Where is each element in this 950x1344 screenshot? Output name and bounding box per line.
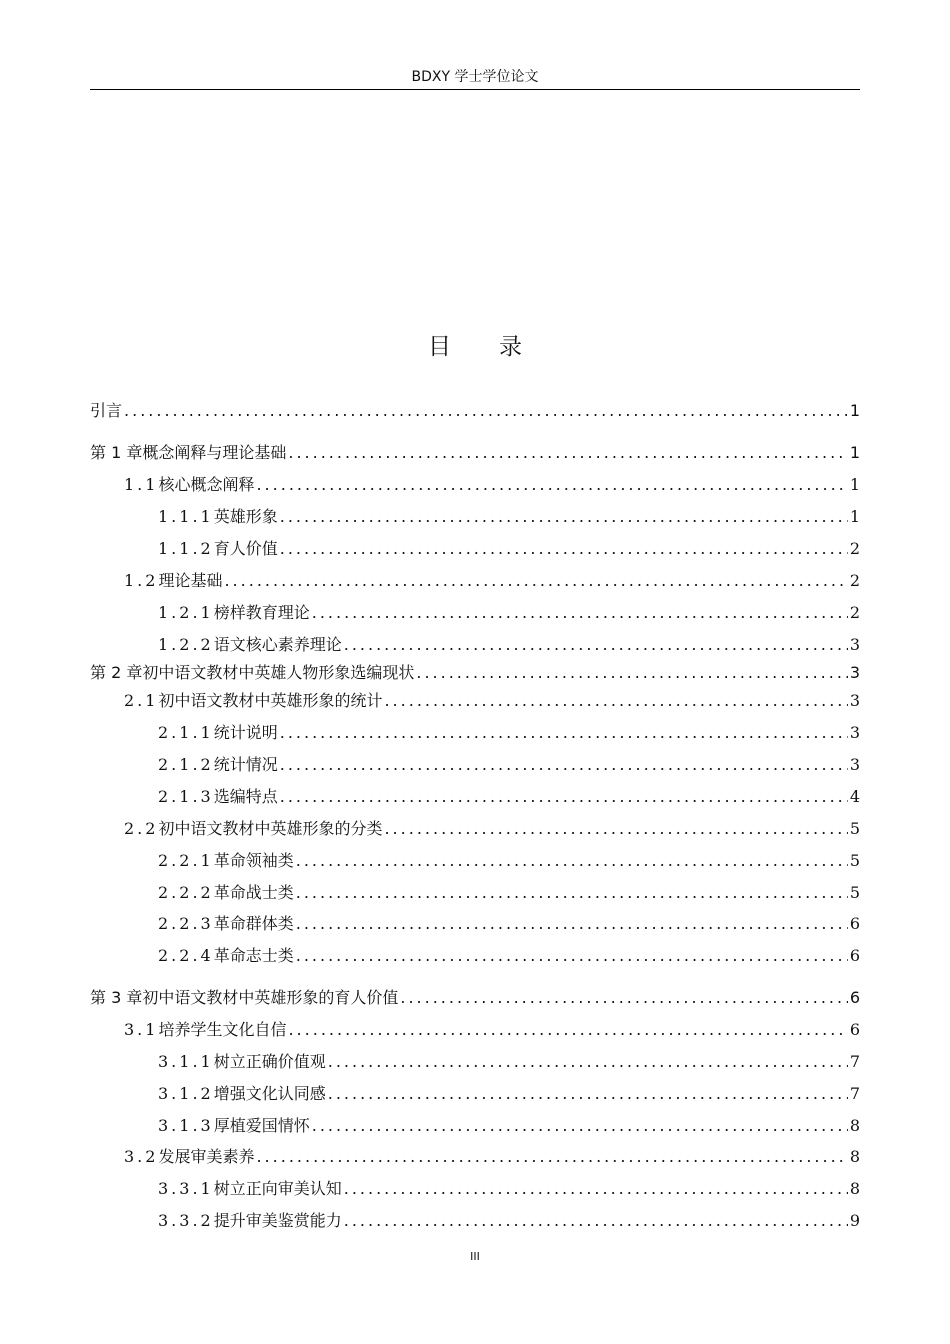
toc-entry[interactable] xyxy=(90,568,860,592)
toc-leader-dots xyxy=(280,723,848,742)
toc-leader-dots xyxy=(328,1084,848,1103)
toc-entry-label: 革命群体类 xyxy=(213,914,294,933)
toc-entry-number: 2.2.1 xyxy=(158,851,214,870)
toc-entry-number: 2.2 xyxy=(124,819,159,838)
toc-entry-page: 2 xyxy=(849,539,860,558)
toc-entry[interactable] xyxy=(90,848,860,872)
toc-entry-page: 1 xyxy=(849,475,860,494)
toc-entry-page: 7 xyxy=(849,1052,860,1071)
toc-entry-label: 理论基础 xyxy=(158,571,223,590)
toc-leader-dots xyxy=(344,635,848,654)
toc-entry[interactable] xyxy=(90,1208,860,1232)
toc-entry-number: 2.1.1 xyxy=(158,723,214,742)
toc-entry-number: 第 3 章 xyxy=(90,988,143,1007)
toc-leader-dots xyxy=(288,443,847,462)
toc-entry-page: 5 xyxy=(849,819,860,838)
toc-entry-number: 3.2 xyxy=(124,1147,159,1166)
toc-entry-label: 初中语文教材中英雄形象的育人价值 xyxy=(142,988,399,1007)
toc-entry[interactable] xyxy=(90,880,860,904)
toc-leader-dots xyxy=(416,663,847,682)
toc-entry[interactable] xyxy=(90,472,860,496)
toc-entry[interactable] xyxy=(90,600,860,624)
toc-entry-number: 1.2.2 xyxy=(158,635,214,654)
toc-entry-number: 1.1 xyxy=(124,475,159,494)
toc-entry-page: 7 xyxy=(849,1084,860,1103)
toc-entry-label: 增强文化认同感 xyxy=(213,1084,326,1103)
toc-entry[interactable] xyxy=(90,1017,860,1041)
toc-entry-number: 1.2.1 xyxy=(158,603,214,622)
toc-entry[interactable] xyxy=(90,1081,860,1105)
toc-entry-number: 3.1.1 xyxy=(158,1052,214,1071)
toc-entry[interactable] xyxy=(90,398,860,422)
toc-entry-number: 3.3.1 xyxy=(158,1179,214,1198)
toc-entry-label: 厚植爱国情怀 xyxy=(213,1116,310,1135)
toc-leader-dots xyxy=(296,946,848,965)
toc-entry-page: 6 xyxy=(849,946,860,965)
toc-entry-label: 提升审美鉴赏能力 xyxy=(213,1211,342,1230)
toc-entry-page: 2 xyxy=(849,603,860,622)
toc-entry-label: 统计情况 xyxy=(213,755,278,774)
toc-entry-page: 6 xyxy=(849,1020,860,1039)
toc-entry-page: 2 xyxy=(849,571,860,590)
toc-entry-page: 4 xyxy=(849,787,860,806)
toc-entry-label: 革命领袖类 xyxy=(213,851,294,870)
toc-entry[interactable] xyxy=(90,985,860,1009)
toc-leader-dots xyxy=(256,475,847,494)
toc-leader-dots xyxy=(280,539,848,558)
toc-entry[interactable] xyxy=(90,752,860,776)
toc-entry-label: 树立正向审美认知 xyxy=(213,1179,342,1198)
toc-entry-label: 初中语文教材中英雄形象的统计 xyxy=(158,691,383,710)
toc-entry-number: 2.2.2 xyxy=(158,883,214,902)
toc-entry-label: 初中语文教材中英雄人物形象选编现状 xyxy=(142,663,415,682)
toc-entry-number: 第 1 章 xyxy=(90,443,143,462)
toc-entry-page: 3 xyxy=(849,635,860,654)
toc-entry-number: 2.1.2 xyxy=(158,755,214,774)
toc-entry-page: 5 xyxy=(849,851,860,870)
toc-leader-dots xyxy=(344,1211,848,1230)
toc-entry[interactable] xyxy=(90,632,860,656)
toc-leader-dots xyxy=(384,819,847,838)
toc-leader-dots xyxy=(344,1179,848,1198)
toc-entry[interactable] xyxy=(90,536,860,560)
toc-leader-dots xyxy=(280,787,848,806)
toc-entry-label: 培养学生文化自信 xyxy=(158,1020,287,1039)
toc-leader-dots xyxy=(384,691,847,710)
toc-leader-dots xyxy=(400,988,847,1007)
toc-entry-page: 6 xyxy=(849,914,860,933)
toc-entry-number: 3.1.3 xyxy=(158,1116,214,1135)
toc-entry[interactable] xyxy=(90,784,860,808)
toc-leader-dots xyxy=(256,1147,847,1166)
toc-entry-page: 8 xyxy=(849,1116,860,1135)
toc-entry[interactable] xyxy=(90,1113,860,1137)
toc-entry-number: 1.2 xyxy=(124,571,159,590)
toc-entry-label: 引言 xyxy=(90,401,123,420)
toc-entry-number: 第 2 章 xyxy=(90,663,143,682)
toc-entry-page: 3 xyxy=(849,755,860,774)
toc-leader-dots xyxy=(288,1020,847,1039)
toc-entry-page: 9 xyxy=(849,1211,860,1230)
toc-entry[interactable] xyxy=(90,911,860,935)
toc-entry-page: 8 xyxy=(849,1147,860,1166)
toc-leader-dots xyxy=(124,401,848,420)
toc-entry-page: 8 xyxy=(849,1179,860,1198)
toc-entry[interactable] xyxy=(90,660,860,684)
toc-entry[interactable] xyxy=(90,816,860,840)
toc-leader-dots xyxy=(296,851,848,870)
toc-entry[interactable] xyxy=(90,440,860,464)
toc-entry[interactable] xyxy=(90,688,860,712)
toc-entry[interactable] xyxy=(90,720,860,744)
toc-entry-label: 语文核心素养理论 xyxy=(213,635,342,654)
toc-entry-number: 3.3.2 xyxy=(158,1211,214,1230)
toc-entry[interactable] xyxy=(90,1144,860,1168)
toc-entry-label: 树立正确价值观 xyxy=(213,1052,326,1071)
toc-entry-number: 1.1.1 xyxy=(158,507,214,526)
toc-entry[interactable] xyxy=(90,943,860,967)
toc-entry-label: 选编特点 xyxy=(213,787,278,806)
toc-entry-label: 发展审美素养 xyxy=(158,1147,255,1166)
toc-entry-label: 革命战士类 xyxy=(213,883,294,902)
toc-entry-number: 3.1.2 xyxy=(158,1084,214,1103)
toc-entry[interactable] xyxy=(90,1176,860,1200)
toc-entry[interactable] xyxy=(90,504,860,528)
toc-entry-page: 3 xyxy=(849,691,860,710)
page-number: III xyxy=(470,1250,480,1263)
toc-entry-label: 统计说明 xyxy=(213,723,278,742)
toc-entry-page: 1 xyxy=(849,443,860,462)
toc-entry-page: 3 xyxy=(849,663,860,682)
toc-entry-label: 榜样教育理论 xyxy=(213,603,310,622)
toc-entry-number: 2.1.3 xyxy=(158,787,214,806)
toc-entry-label: 育人价值 xyxy=(213,539,278,558)
page-header: BDXY 学士学位论文 xyxy=(411,69,539,85)
toc-entry-number: 2.1 xyxy=(124,691,159,710)
toc-entry-label: 英雄形象 xyxy=(213,507,278,526)
toc-entry-label: 概念阐释与理论基础 xyxy=(142,443,287,462)
toc-entry-number: 3.1 xyxy=(124,1020,159,1039)
toc-title: 目录 xyxy=(428,334,570,360)
toc-leader-dots xyxy=(280,755,848,774)
toc-entry-number: 1.1.2 xyxy=(158,539,214,558)
header-rule xyxy=(90,89,860,90)
toc-entry-page: 6 xyxy=(849,988,860,1007)
toc-leader-dots xyxy=(280,507,848,526)
toc-leader-dots xyxy=(296,914,848,933)
toc-leader-dots xyxy=(312,1116,848,1135)
toc-entry[interactable] xyxy=(90,1049,860,1073)
toc-entry-number: 2.2.4 xyxy=(158,946,214,965)
toc-entry-page: 3 xyxy=(849,723,860,742)
toc-entry-label: 初中语文教材中英雄形象的分类 xyxy=(158,819,383,838)
toc-entry-page: 1 xyxy=(849,507,860,526)
toc-entry-page: 1 xyxy=(849,401,860,420)
toc-entry-page: 5 xyxy=(849,883,860,902)
toc-leader-dots xyxy=(224,571,847,590)
toc-entry-label: 革命志士类 xyxy=(213,946,294,965)
toc-leader-dots xyxy=(328,1052,848,1071)
toc-leader-dots xyxy=(296,883,848,902)
toc-entry-label: 核心概念阐释 xyxy=(158,475,255,494)
toc-leader-dots xyxy=(312,603,848,622)
toc-entry-number: 2.2.3 xyxy=(158,914,214,933)
